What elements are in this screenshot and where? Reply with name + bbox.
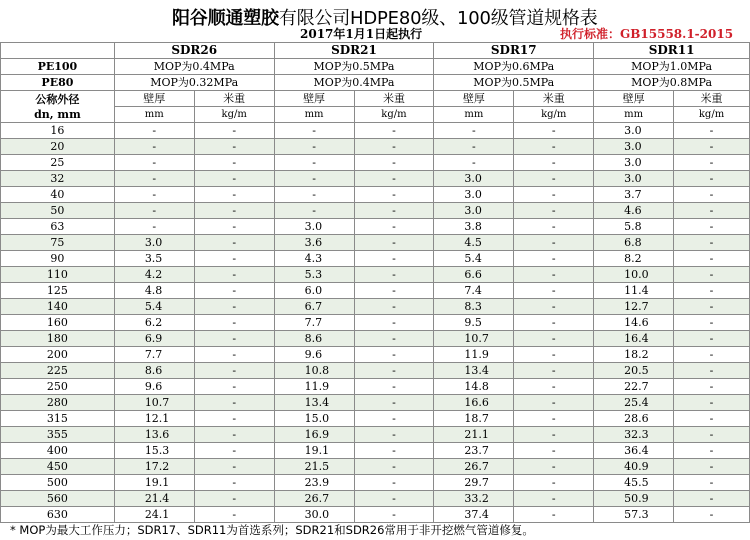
weight-cell: - [674,443,750,459]
table-row [1,395,750,411]
dn-cell: 450 [1,459,115,475]
wall-thickness-cell: - [274,139,354,155]
wall-thickness-cell: 9.5 [434,315,514,331]
mop-cell: MOP为0.8MPa [594,75,750,91]
wall-thickness-cell: 20.5 [594,363,674,379]
weight-cell: - [514,315,594,331]
wall-thickness-cell: 17.2 [114,459,194,475]
company-name: 阳谷顺通塑胶 [172,8,279,29]
weight-cell: - [514,203,594,219]
sdr-header: SDR11 [594,43,750,59]
table-row [1,491,750,507]
pe100-label: PE100 [1,59,115,75]
weight-cell: - [194,491,274,507]
wall-thickness-cell: 3.0 [274,219,354,235]
wall-thickness-cell: 12.7 [594,299,674,315]
table-row [1,299,750,315]
wall-thickness-cell: 36.4 [594,443,674,459]
table-row [1,267,750,283]
weight-cell: - [354,155,434,171]
table-row [1,171,750,187]
wall-thickness-cell: 22.7 [594,379,674,395]
weight-cell: - [514,123,594,139]
dn-cell: 32 [1,171,115,187]
wall-thickness-cell: 6.0 [274,283,354,299]
dn-cell: 50 [1,203,115,219]
wall-thickness-cell: 16.6 [434,395,514,411]
weight-cell: - [194,507,274,523]
dn-cell: 140 [1,299,115,315]
wall-thickness-cell: 10.7 [114,395,194,411]
wall-thickness-cell: 5.4 [114,299,194,315]
weight-cell: - [194,299,274,315]
wall-thickness-cell: 6.2 [114,315,194,331]
weight-header: 米重 [514,91,594,107]
weight-cell: - [514,491,594,507]
wall-thickness-cell: 11.4 [594,283,674,299]
table-row [1,331,750,347]
weight-cell: - [514,251,594,267]
wall-unit: mm [114,107,194,123]
weight-unit: kg/m [194,107,274,123]
table-row [1,411,750,427]
wall-thickness-cell: 5.4 [434,251,514,267]
weight-cell: - [514,171,594,187]
weight-cell: - [674,187,750,203]
wall-thickness-cell: 5.8 [594,219,674,235]
wall-thickness-cell: - [274,171,354,187]
wall-thickness-cell: 33.2 [434,491,514,507]
weight-cell: - [514,331,594,347]
dn-cell: 16 [1,123,115,139]
weight-header: 米重 [194,91,274,107]
mop-cell: MOP为0.6MPa [434,59,594,75]
wall-thickness-cell: 30.0 [274,507,354,523]
weight-cell: - [674,155,750,171]
mop-cell: MOP为1.0MPa [594,59,750,75]
weight-cell: - [674,251,750,267]
wall-thickness-cell: 11.9 [434,347,514,363]
wall-thickness-cell: 5.3 [274,267,354,283]
wall-thickness-cell: 10.0 [594,267,674,283]
weight-unit: kg/m [514,107,594,123]
wall-thickness-cell: 3.0 [594,171,674,187]
weight-cell: - [354,139,434,155]
weight-cell: - [514,235,594,251]
table-row [1,219,750,235]
weight-cell: - [354,363,434,379]
weight-cell: - [194,427,274,443]
weight-cell: - [514,139,594,155]
weight-cell: - [674,347,750,363]
wall-thickness-cell: - [114,219,194,235]
wall-thickness-cell: 10.8 [274,363,354,379]
weight-cell: - [354,491,434,507]
weight-cell: - [354,171,434,187]
wall-thickness-cell: 8.6 [274,331,354,347]
wall-thickness-cell: 23.7 [434,443,514,459]
dn-cell: 250 [1,379,115,395]
wall-thickness-cell: 3.8 [434,219,514,235]
wall-thickness-header: 壁厚 [114,91,194,107]
weight-cell: - [354,267,434,283]
weight-cell: - [354,203,434,219]
table-row [1,427,750,443]
footnote: * MOP为最大工作压力；SDR17、SDR11为首选系列；SDR21和SDR26常用于非开挖燃气管道修复。 [10,523,534,537]
weight-cell: - [674,459,750,475]
wall-thickness-cell: 12.1 [114,411,194,427]
wall-unit: mm [274,107,354,123]
weight-cell: - [514,347,594,363]
weight-cell: - [354,331,434,347]
wall-thickness-cell: 8.6 [114,363,194,379]
wall-thickness-cell: 25.4 [594,395,674,411]
dn-cell: 110 [1,267,115,283]
wall-thickness-cell: 13.4 [434,363,514,379]
wall-thickness-cell: 3.0 [594,139,674,155]
weight-cell: - [514,363,594,379]
dn-cell: 125 [1,283,115,299]
weight-cell: - [194,379,274,395]
table-row [1,363,750,379]
wall-thickness-cell: 16.9 [274,427,354,443]
wall-thickness-cell: 7.7 [114,347,194,363]
dn-cell: 500 [1,475,115,491]
weight-cell: - [194,235,274,251]
wall-thickness-cell: - [434,155,514,171]
wall-thickness-cell: 9.6 [114,379,194,395]
weight-cell: - [674,475,750,491]
wall-thickness-cell: 19.1 [274,443,354,459]
wall-thickness-cell: 3.0 [114,235,194,251]
weight-cell: - [514,395,594,411]
weight-cell: - [674,123,750,139]
wall-thickness-cell: 6.8 [594,235,674,251]
weight-cell: - [514,219,594,235]
weight-cell: - [354,283,434,299]
wall-thickness-cell: 3.7 [594,187,674,203]
weight-cell: - [194,203,274,219]
table-row [1,443,750,459]
table-row [1,507,750,523]
weight-cell: - [194,171,274,187]
mop-cell: MOP为0.5MPa [434,75,594,91]
weight-cell: - [354,443,434,459]
weight-cell: - [674,283,750,299]
weight-cell: - [674,235,750,251]
wall-thickness-header: 壁厚 [594,91,674,107]
wall-thickness-cell: 13.4 [274,395,354,411]
weight-cell: - [514,411,594,427]
dn-header [1,91,115,123]
weight-cell: - [674,363,750,379]
wall-thickness-cell: 3.6 [274,235,354,251]
wall-thickness-cell: 8.3 [434,299,514,315]
wall-thickness-cell: 3.0 [434,187,514,203]
weight-cell: - [194,331,274,347]
wall-thickness-cell: 6.9 [114,331,194,347]
wall-thickness-cell: 4.8 [114,283,194,299]
wall-thickness-cell: 29.7 [434,475,514,491]
wall-thickness-cell: 4.6 [594,203,674,219]
wall-thickness-cell: 23.9 [274,475,354,491]
weight-cell: - [354,235,434,251]
wall-thickness-cell: 14.6 [594,315,674,331]
wall-thickness-cell: 6.7 [274,299,354,315]
wall-thickness-cell: 50.9 [594,491,674,507]
weight-cell: - [354,411,434,427]
dn-cell: 63 [1,219,115,235]
dn-cell: 200 [1,347,115,363]
wall-thickness-cell: 11.9 [274,379,354,395]
dn-cell: 90 [1,251,115,267]
wall-thickness-cell: 19.1 [114,475,194,491]
sdr-header-row [1,43,750,59]
mop-cell: MOP为0.32MPa [114,75,274,91]
pe100-row [1,59,750,75]
weight-cell: - [514,187,594,203]
wall-thickness-cell: 3.5 [114,251,194,267]
weight-cell: - [514,283,594,299]
table-row [1,347,750,363]
effective-date: 2017年1月1日起执行 [300,27,423,41]
weight-cell: - [194,363,274,379]
weight-cell: - [194,411,274,427]
weight-cell: - [674,267,750,283]
weight-cell: - [514,443,594,459]
dn-cell: 400 [1,443,115,459]
wall-thickness-cell: 14.8 [434,379,514,395]
dn-cell: 20 [1,139,115,155]
weight-cell: - [674,219,750,235]
weight-cell: - [674,395,750,411]
wall-thickness-cell: 28.6 [594,411,674,427]
weight-cell: - [514,155,594,171]
table-row [1,139,750,155]
wall-thickness-cell: 18.7 [434,411,514,427]
wall-thickness-header: 壁厚 [434,91,514,107]
wall-thickness-cell: 3.0 [434,171,514,187]
wall-thickness-cell: 10.7 [434,331,514,347]
sdr-header: SDR26 [114,43,274,59]
weight-cell: - [354,187,434,203]
weight-cell: - [194,123,274,139]
wall-thickness-cell: 3.0 [434,203,514,219]
wall-thickness-cell: 15.0 [274,411,354,427]
sdr-header: SDR21 [274,43,434,59]
dn-cell: 630 [1,507,115,523]
weight-cell: - [354,299,434,315]
dn-cell: 315 [1,411,115,427]
wall-thickness-cell: 40.9 [594,459,674,475]
table-row [1,379,750,395]
weight-unit: kg/m [354,107,434,123]
weight-cell: - [354,379,434,395]
weight-cell: - [674,331,750,347]
weight-cell: - [354,251,434,267]
weight-cell: - [194,347,274,363]
wall-thickness-cell: - [114,155,194,171]
wall-thickness-cell: 21.1 [434,427,514,443]
weight-cell: - [194,267,274,283]
weight-unit: kg/m [674,107,750,123]
weight-cell: - [194,251,274,267]
wall-thickness-cell: - [434,123,514,139]
wall-thickness-cell: 26.7 [274,491,354,507]
document-header [0,0,750,42]
standard-label: 执行标准：GB15558.1-2015 [560,27,734,41]
table-row [1,459,750,475]
weight-cell: - [194,395,274,411]
wall-thickness-cell: - [274,203,354,219]
weight-cell: - [514,507,594,523]
weight-cell: - [194,443,274,459]
pe80-label: PE80 [1,75,115,91]
wall-thickness-cell: - [114,123,194,139]
weight-cell: - [354,315,434,331]
wall-thickness-cell: - [434,139,514,155]
weight-cell: - [354,395,434,411]
wall-thickness-cell: 4.2 [114,267,194,283]
wall-thickness-cell: 21.5 [274,459,354,475]
dn-cell: 75 [1,235,115,251]
weight-cell: - [354,507,434,523]
title-text: 有限公司HDPE80级、100级管道规格表 [278,8,598,29]
weight-cell: - [194,139,274,155]
weight-cell: - [674,491,750,507]
wall-thickness-cell: 6.6 [434,267,514,283]
weight-cell: - [194,475,274,491]
table-row [1,187,750,203]
wall-thickness-cell: - [274,123,354,139]
wall-thickness-cell: 4.5 [434,235,514,251]
wall-thickness-cell: 21.4 [114,491,194,507]
weight-cell: - [514,459,594,475]
mop-cell: MOP为0.4MPa [114,59,274,75]
wall-thickness-cell: 32.3 [594,427,674,443]
weight-cell: - [514,379,594,395]
table-row [1,203,750,219]
weight-cell: - [354,219,434,235]
wall-unit: mm [434,107,514,123]
weight-cell: - [354,427,434,443]
dn-cell: 225 [1,363,115,379]
weight-cell: - [194,283,274,299]
wall-thickness-cell: - [114,139,194,155]
corner-cell [1,43,115,59]
weight-cell: - [514,475,594,491]
weight-cell: - [354,459,434,475]
weight-cell: - [674,507,750,523]
wall-thickness-cell: - [114,171,194,187]
pe80-row [1,75,750,91]
wall-thickness-cell: - [274,155,354,171]
wall-thickness-cell: 45.5 [594,475,674,491]
wall-thickness-cell: - [274,187,354,203]
table-row [1,155,750,171]
weight-header: 米重 [674,91,750,107]
wall-thickness-cell: 18.2 [594,347,674,363]
wall-thickness-cell: 24.1 [114,507,194,523]
table-row [1,123,750,139]
weight-cell: - [514,299,594,315]
wall-thickness-cell: 8.2 [594,251,674,267]
wall-thickness-cell: 7.7 [274,315,354,331]
wall-thickness-cell: 26.7 [434,459,514,475]
weight-cell: - [354,475,434,491]
sdr-header: SDR17 [434,43,594,59]
weight-cell: - [674,427,750,443]
wall-thickness-cell: 13.6 [114,427,194,443]
wall-thickness-header: 壁厚 [274,91,354,107]
weight-cell: - [674,299,750,315]
table-row [1,315,750,331]
wall-thickness-cell: 7.4 [434,283,514,299]
wall-thickness-cell: 9.6 [274,347,354,363]
dn-cell: 355 [1,427,115,443]
weight-cell: - [194,459,274,475]
dn-cell: 40 [1,187,115,203]
table-row [1,475,750,491]
wall-thickness-cell: 16.4 [594,331,674,347]
weight-cell: - [674,139,750,155]
weight-cell: - [514,427,594,443]
weight-header: 米重 [354,91,434,107]
wall-thickness-cell: 3.0 [594,123,674,139]
dn-cell: 180 [1,331,115,347]
weight-cell: - [674,411,750,427]
wall-thickness-cell: - [114,187,194,203]
mop-cell: MOP为0.4MPa [274,75,434,91]
weight-cell: - [354,347,434,363]
weight-cell: - [674,379,750,395]
column-label-row [1,91,750,107]
dn-label: 公称外径 [35,92,80,106]
dn-cell: 280 [1,395,115,411]
wall-thickness-cell: 37.4 [434,507,514,523]
weight-cell: - [674,315,750,331]
wall-thickness-cell: 57.3 [594,507,674,523]
weight-cell: - [674,203,750,219]
weight-cell: - [194,219,274,235]
wall-thickness-cell: - [114,203,194,219]
table-row [1,251,750,267]
weight-cell: - [194,155,274,171]
spec-table [0,42,750,523]
table-row [1,235,750,251]
weight-cell: - [194,187,274,203]
dn-cell: 25 [1,155,115,171]
weight-cell: - [194,315,274,331]
table-row [1,283,750,299]
wall-thickness-cell: 4.3 [274,251,354,267]
weight-cell: - [674,171,750,187]
wall-thickness-cell: 15.3 [114,443,194,459]
mop-cell: MOP为0.5MPa [274,59,434,75]
dn-cell: 160 [1,315,115,331]
weight-cell: - [354,123,434,139]
dn-cell: 560 [1,491,115,507]
wall-unit: mm [594,107,674,123]
dn-unit: dn, mm [34,107,81,121]
weight-cell: - [514,267,594,283]
wall-thickness-cell: 3.0 [594,155,674,171]
